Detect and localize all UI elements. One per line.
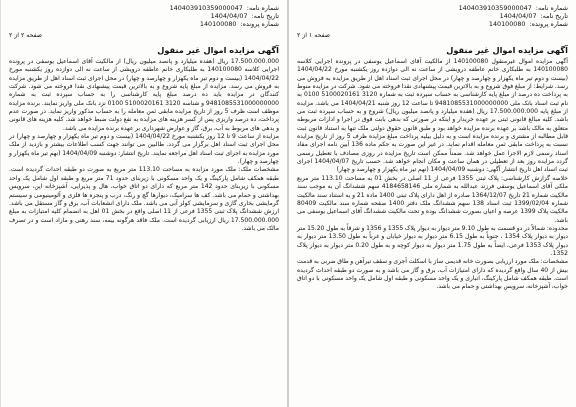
letter-date: 1404/04/07 bbox=[499, 12, 537, 20]
case-number-label: شماره پرونده: bbox=[529, 20, 568, 28]
letter-number-row bbox=[297, 4, 568, 12]
letter-date-label: تاریخ نامه: bbox=[540, 12, 568, 20]
notice-paragraph: آگهی مزایده اموال غیرمنقول 140100080 از مالکیت آقای اسماعیل یوسفی در پرونده اجرایی کلاسه 140100080 به طلبکاری خانم عاطفه درویشی از ساعت نه الی دوازده روز یکشنبه مورخ 1404/04/22 (بیست و دوم تیر ماه یکهزار و چهارصد و چهار) در محل اجرای ثبت اسناد اهل از طریق مزایده به فروش می رسد. شرایط: از مبلغ فوق شروع و به بالاترین قیمت پیشنهادی نقدا فروخته می شود. شرکت در مزایده منوط به پرداخت ده درصد از مبلغ پایه کارشناسی به حساب سپرده ثبت به شماره 3120 5100020161 0100 به نام ثبت اسناد بانک ملی 9481085531000000000 تا ساعت 12 روز شنبه 1404/04/21 می باشد. مزایده از مبلغ پایه 17.500.000.000 ریال (هفده میلیارد و پانصد میلیون ریال) شروع و به حساب سپرده ثبت می باشد. کلیه مبالغ قانونی ثبتی بر عهده خریدار و اینکه در صورتی که بدهی بابت فوق در اجرا و ادارات مربوطه متعلق به مالک باشد بر عهده برنده مزایده خواهد بود و طبق قانون حقوق دولتی ملک تنها به استناد قانون ثبت قابل مطالبه از مشتری و برنده مزایده است و به دلیل بیلیه پرداخت مبلغ مزایده ظرف 5 روز از تاریخ مزایده نسبت به پرداخت مابقی ثمن معامله اقدام نماید. در غیر این صورت به حکم ماده 136 آیین نامه اجرای مفاد اسناد رسمی لازم الاجرا عمل خواهد شد. ضمناً ممکن است تاریخ مزایده در روزی مصادف با تعطیل رسمی گردد مزایده روز بعد از تعطیلی در همان ساعت و مکان انجام خواهد شد. حسب تاریخ 1404/04/07 اجرای ثبت اسناد اهل تاریخ انتشار آگهی: دوشنبه 1404/04/09 (نهم تیر ماه یکهزار و چهارصد و چهار) bbox=[297, 58, 568, 174]
page-indicator: صفحه ۲ از ۲ bbox=[9, 32, 42, 39]
case-number-row bbox=[297, 20, 568, 28]
notice-paragraph: مشخصات: ملک مورد ارزیابی بصورت خانه قدیمی ساز با اسکلت آجری و سقف تیرآهن و طاق ضربی به قدمت بیش از 40 سال واقع گردیده که دارای امتیازات آب، برق و گاز می باشد و به صورت دو طبقه احداث گردیده است. طبقه همکف شامل پارکینگ، انباری و یک واحد مسکونی و طبقه اول شامل یک واحد مسکونی با دو اتاق خواب، آشپزخانه، سرویس بهداشتی و حمام می باشد. bbox=[297, 258, 568, 291]
notice-page-2 bbox=[0, 0, 287, 407]
notice-paragraph: 17.500.000.000 ریال (هفده میلیارد و پانصد میلیون ریال) از مالکیت آقای اسماعیل یوسفی در پرونده اجرایی کلاسه 140100080 به طلبکاری خانم عاطفه درویشی از ساعت نه الی دوازده روز یکشنبه مورخ 1404/04/22 (بیست و دوم تیر ماه یکهزار و چهارصد و چهار) در محل اجرای ثبت اسناد اهل از طریق مزایده به فروش می رسد. مزایده از مبلغ پایه شروع و به بالاترین قیمت پیشنهادی نقدا فروخته می شود. شرکت کنندگان در مزایده باید ده درصد مبلغ پایه کارشناسی را به حساب سپرده ثبت به شماره 9481085531000000000 و شناسه 3120 5100020161 0100 نزد بانک ملی واریز نمایند. برنده مزایده موظف است ظرف 5 روز از تاریخ مزایده مابقی ثمن معامله را به حساب مذکور واریز نماید. در صورت عدم پرداخت، ده درصد واریزی پس از کسر هزینه های مزایده به نفع دولت ضبط خواهد شد. کلیه هزینه های قانونی و بدهی های مربوط به آب، برق، گاز و عوارض شهرداری بر عهده برنده مزایده می باشد. bbox=[9, 58, 279, 132]
letter-header bbox=[9, 4, 279, 28]
letter-date-row bbox=[297, 12, 568, 20]
letter-number-label: شماره نامه: bbox=[246, 4, 279, 12]
letter-number: 140403910359000047 bbox=[458, 4, 532, 12]
case-number: 140100080 bbox=[199, 20, 237, 28]
letter-date: 1404/04/07 bbox=[210, 12, 248, 20]
page-indicator: صفحه ۱ از ۲ bbox=[297, 32, 330, 39]
notice-body bbox=[9, 58, 279, 233]
letter-header bbox=[297, 4, 568, 28]
letter-number: 140403910359000047 bbox=[169, 4, 243, 12]
notice-title: آگهی مزایده اموال غیر منقول bbox=[446, 45, 568, 55]
case-number-row bbox=[9, 20, 279, 28]
letter-date-label: تاریخ نامه: bbox=[251, 12, 279, 20]
case-number: 140100080 bbox=[488, 20, 526, 28]
notice-paragraph: خلاصه گزارش کارشناسی: پلاک ثبتی 1355 فرعی از 11 اصلی در بخش 01 به مساحت 113.10 متر مربع ملکی آقای اسماعیل یوسفی فرزند عبدالله به شماره ملی 4184658146 سهم ششدانگ آن به موجب سند مالکیت شماره 21 تاریخ 1364/12/07 صادره از اهل دارای پلاک ثبتی 1400 ماده 21 و به استناد سند مالکیت شماره 1399/02/04 ثبت اسناد 138 سهم ششدانگ ملک دفتر 1400 صفحه شماره سند مالکیت 80409 مالکیت پلاک 1399 عرصه و اعیان بصورت ششدانگ بوده و تحت مالکیت ششدانگ آقای اسماعیل یوسفی می باشد. bbox=[297, 174, 569, 224]
letter-date-row bbox=[9, 12, 279, 20]
letter-number-label: شماره نامه: bbox=[535, 4, 568, 12]
notice-title: آگهی مزایده اموال غیر منقول bbox=[157, 45, 279, 55]
case-number-label: شماره پرونده: bbox=[240, 20, 279, 28]
notice-body bbox=[297, 58, 568, 292]
letter-number-row bbox=[9, 4, 279, 12]
notice-page-1 bbox=[289, 0, 576, 407]
notice-paragraph: مزایده از ساعت 9 تا 12 روز یکشنبه مورخ 1404/04/22 (بیست و دوم تیر ماه یکهزار و چهارصد و چهار) در محل اجرای ثبت اسناد اهل برگزار می گردد. طالبین می توانند جهت کسب اطلاعات بیشتر و بازدید از ملک مورد مزایده به اجرای ثبت اسناد اهل مراجعه نمایند. تاریخ انتشار: دوشنبه 1404/04/09 (نهم تیر ماه یکهزار و چهارصد و چهار). bbox=[9, 133, 280, 166]
notice-paragraph: مشخصات ملک: ملک مورد مزایده به مساحت 113.10 متر مربع به صورت دو طبقه احداث گردیده است. طبقه همکف شامل پارکینگ و یک واحد مسکونی با زیربنای حدود 71 متر مربع و طبقه اول شامل یک واحد مسکونی با زیربنای حدود 142 متر مربع که دارای دو اتاق خواب، هال و پذیرایی، آشپزخانه اپن، سرویس بهداشتی و حمام می باشد. کف ها سرامیک، دیوارها گچ و رنگ، درب و پنجره ها فلزی و آلومینیومی و سیستم گرمایشی بخاری گازی و سرمایشی کولر آبی می باشد. ملک دارای انشعابات آب، برق و گاز مستقل می باشد. ارزش ششدانگ پلاک ثبتی 1355 فرعی از 11 اصلی واقع در بخش 01 اهل به انضمام کلیه امتیازات به مبلغ 17.500.000.000 ریال ارزیابی گردیده است. ملک فاقد هرگونه بیمه، سند رهنی و مازاد است و در تصرف مالک می باشد. bbox=[9, 166, 279, 232]
column-divider bbox=[287, 0, 289, 407]
notice-paragraph: محدوده: شمالاً در دو قسمت به طول 9.10 متر دیوار به دیوار پلاک 1355 و 1356 و شرقاً به طول 15.20 متر دیوار به دیوار پلاک 1354 ، جنوباً به طول 6.15 متر دیوار به دیوار خیابان و غرباً به طول 13.50 متر دیوار به دیوار پلاک 1353 فرعی، ایضاً به طول 1.75 متر دیوار به دیوار کوچه و به طول 0.20 متر دیوار به دیوار پلاک 1352. bbox=[297, 224, 569, 257]
